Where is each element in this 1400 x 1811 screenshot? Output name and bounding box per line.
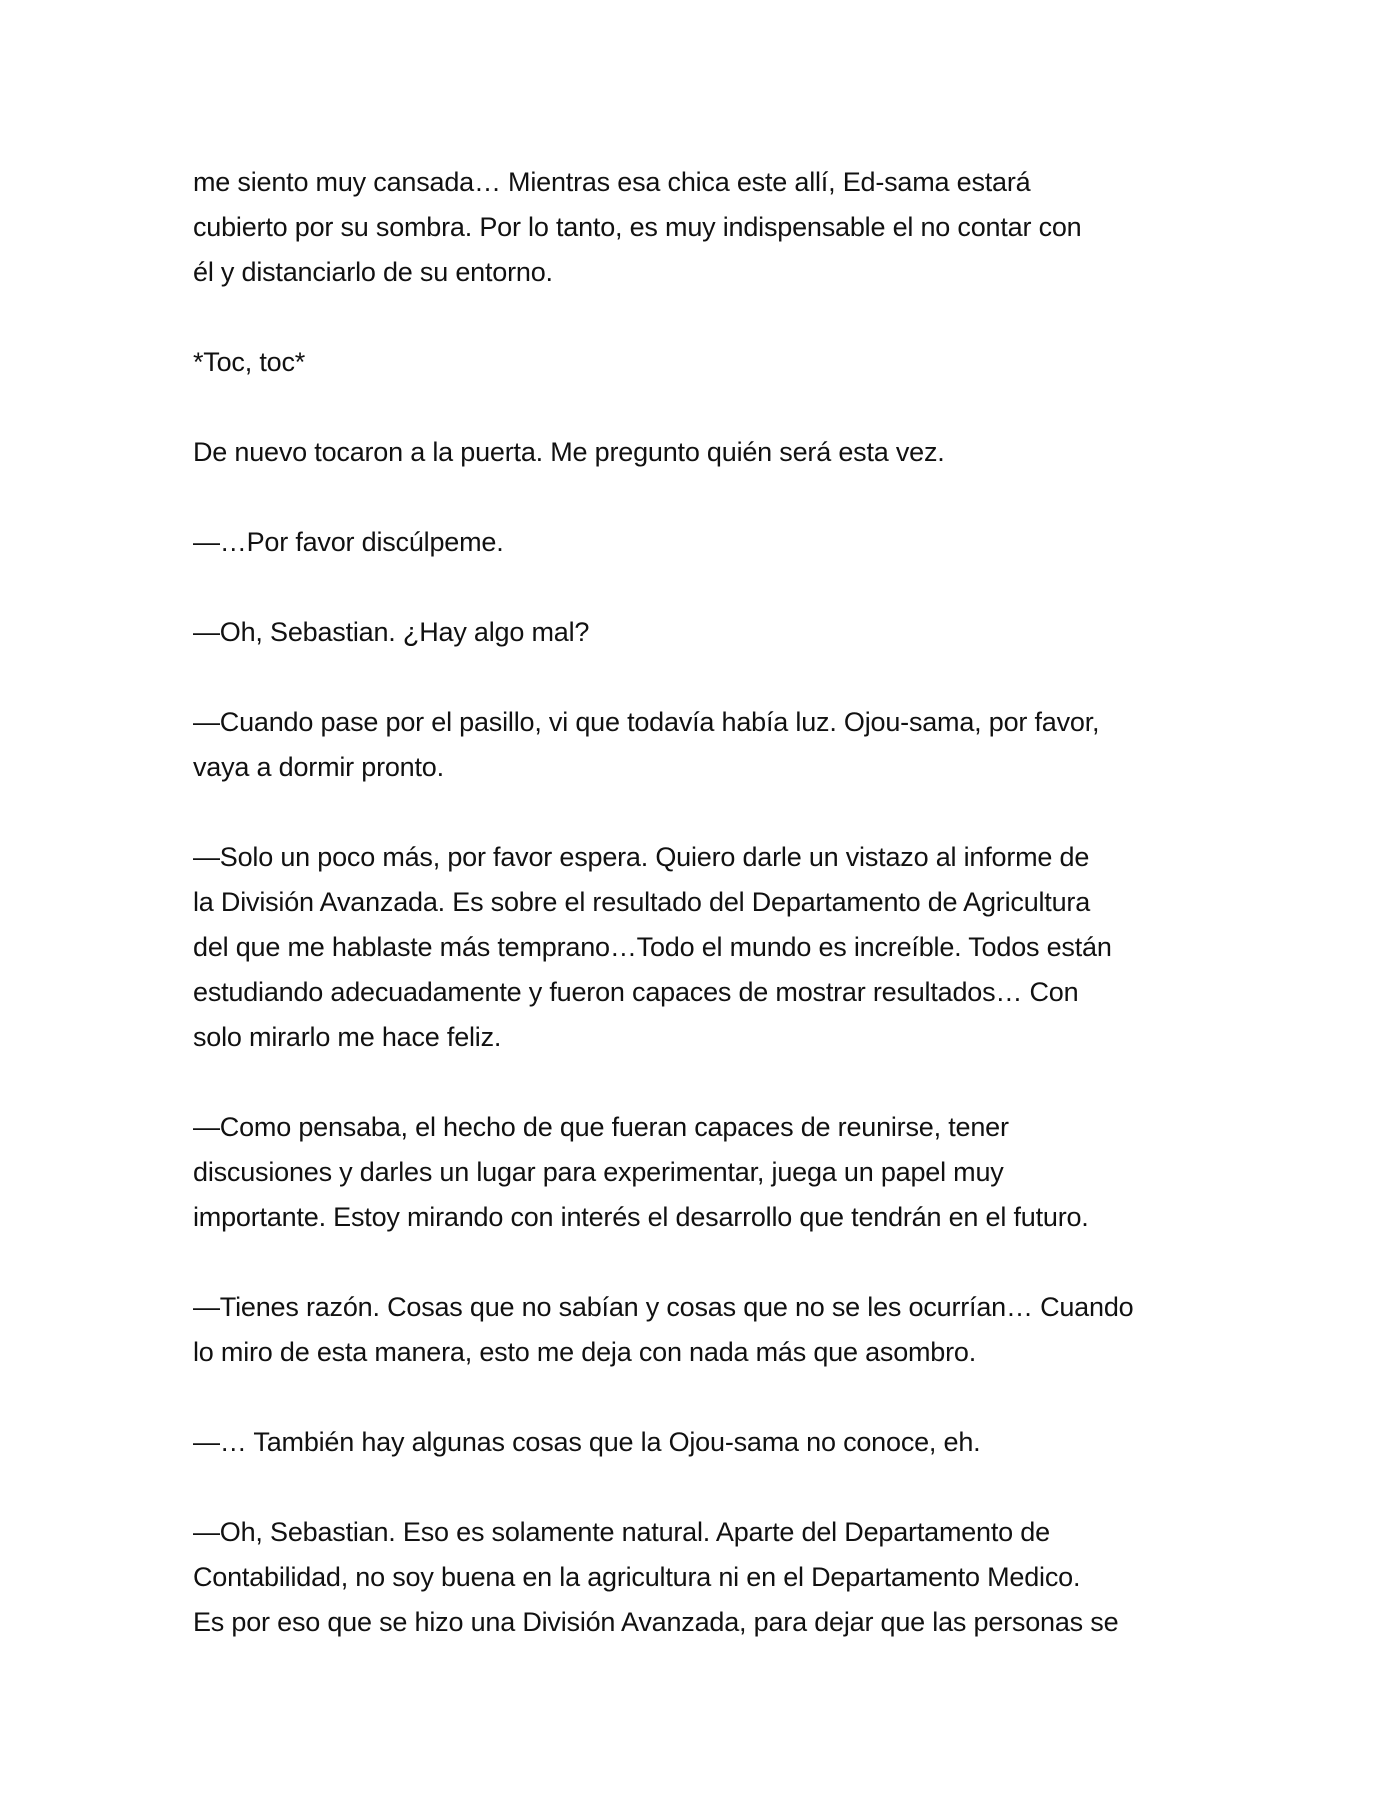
paragraph: De nuevo tocaron a la puerta. Me pregunto quién será esta vez.: [193, 437, 945, 467]
paragraph: —Como pensaba, el hecho de que fueran capaces de reunirse, tener discusiones y darles un lugar para experimentar, juega un papel muy importante. Estoy mirando con interés el desarrollo que tendrán en el futuro.: [193, 1112, 1089, 1232]
paragraph: —Oh, Sebastian. ¿Hay algo mal?: [193, 617, 590, 647]
paragraph: —…Por favor discúlpeme.: [193, 527, 504, 557]
paragraph: *Toc, toc*: [193, 347, 306, 377]
paragraph: —… También hay algunas cosas que la Ojou-sama no conoce, eh.: [193, 1427, 981, 1457]
paragraph: —Oh, Sebastian. Eso es solamente natural. Aparte del Departamento de Contabilidad, no soy buena en la agricultura ni en el Departamento Medico. Es por eso que se hizo una División Avanzada, para dejar que las personas se: [193, 1517, 1119, 1637]
paragraph: me siento muy cansada… Mientras esa chica este allí, Ed-sama estará cubierto por su sombra. Por lo tanto, es muy indispensable el no contar con él y distanciarlo de su entorno.: [193, 167, 1082, 287]
paragraph: —Solo un poco más, por favor espera. Quiero darle un vistazo al informe de la División Avanzada. Es sobre el resultado del Departamento de Agricultura del que me hablaste más temprano…Todo el mundo es increíble. Todos están estudiando adecuadamente y fueron capaces de mostrar resultados… Con solo mirarlo me hace feliz.: [193, 842, 1112, 1052]
body-text: [193, 160, 1203, 1690]
paragraph: —Tienes razón. Cosas que no sabían y cosas que no se les ocurrían… Cuando lo miro de esta manera, esto me deja con nada más que asombro.: [193, 1292, 1134, 1367]
paragraph: —Cuando pase por el pasillo, vi que todavía había luz. Ojou-sama, por favor, vaya a dormir pronto.: [193, 707, 1100, 782]
